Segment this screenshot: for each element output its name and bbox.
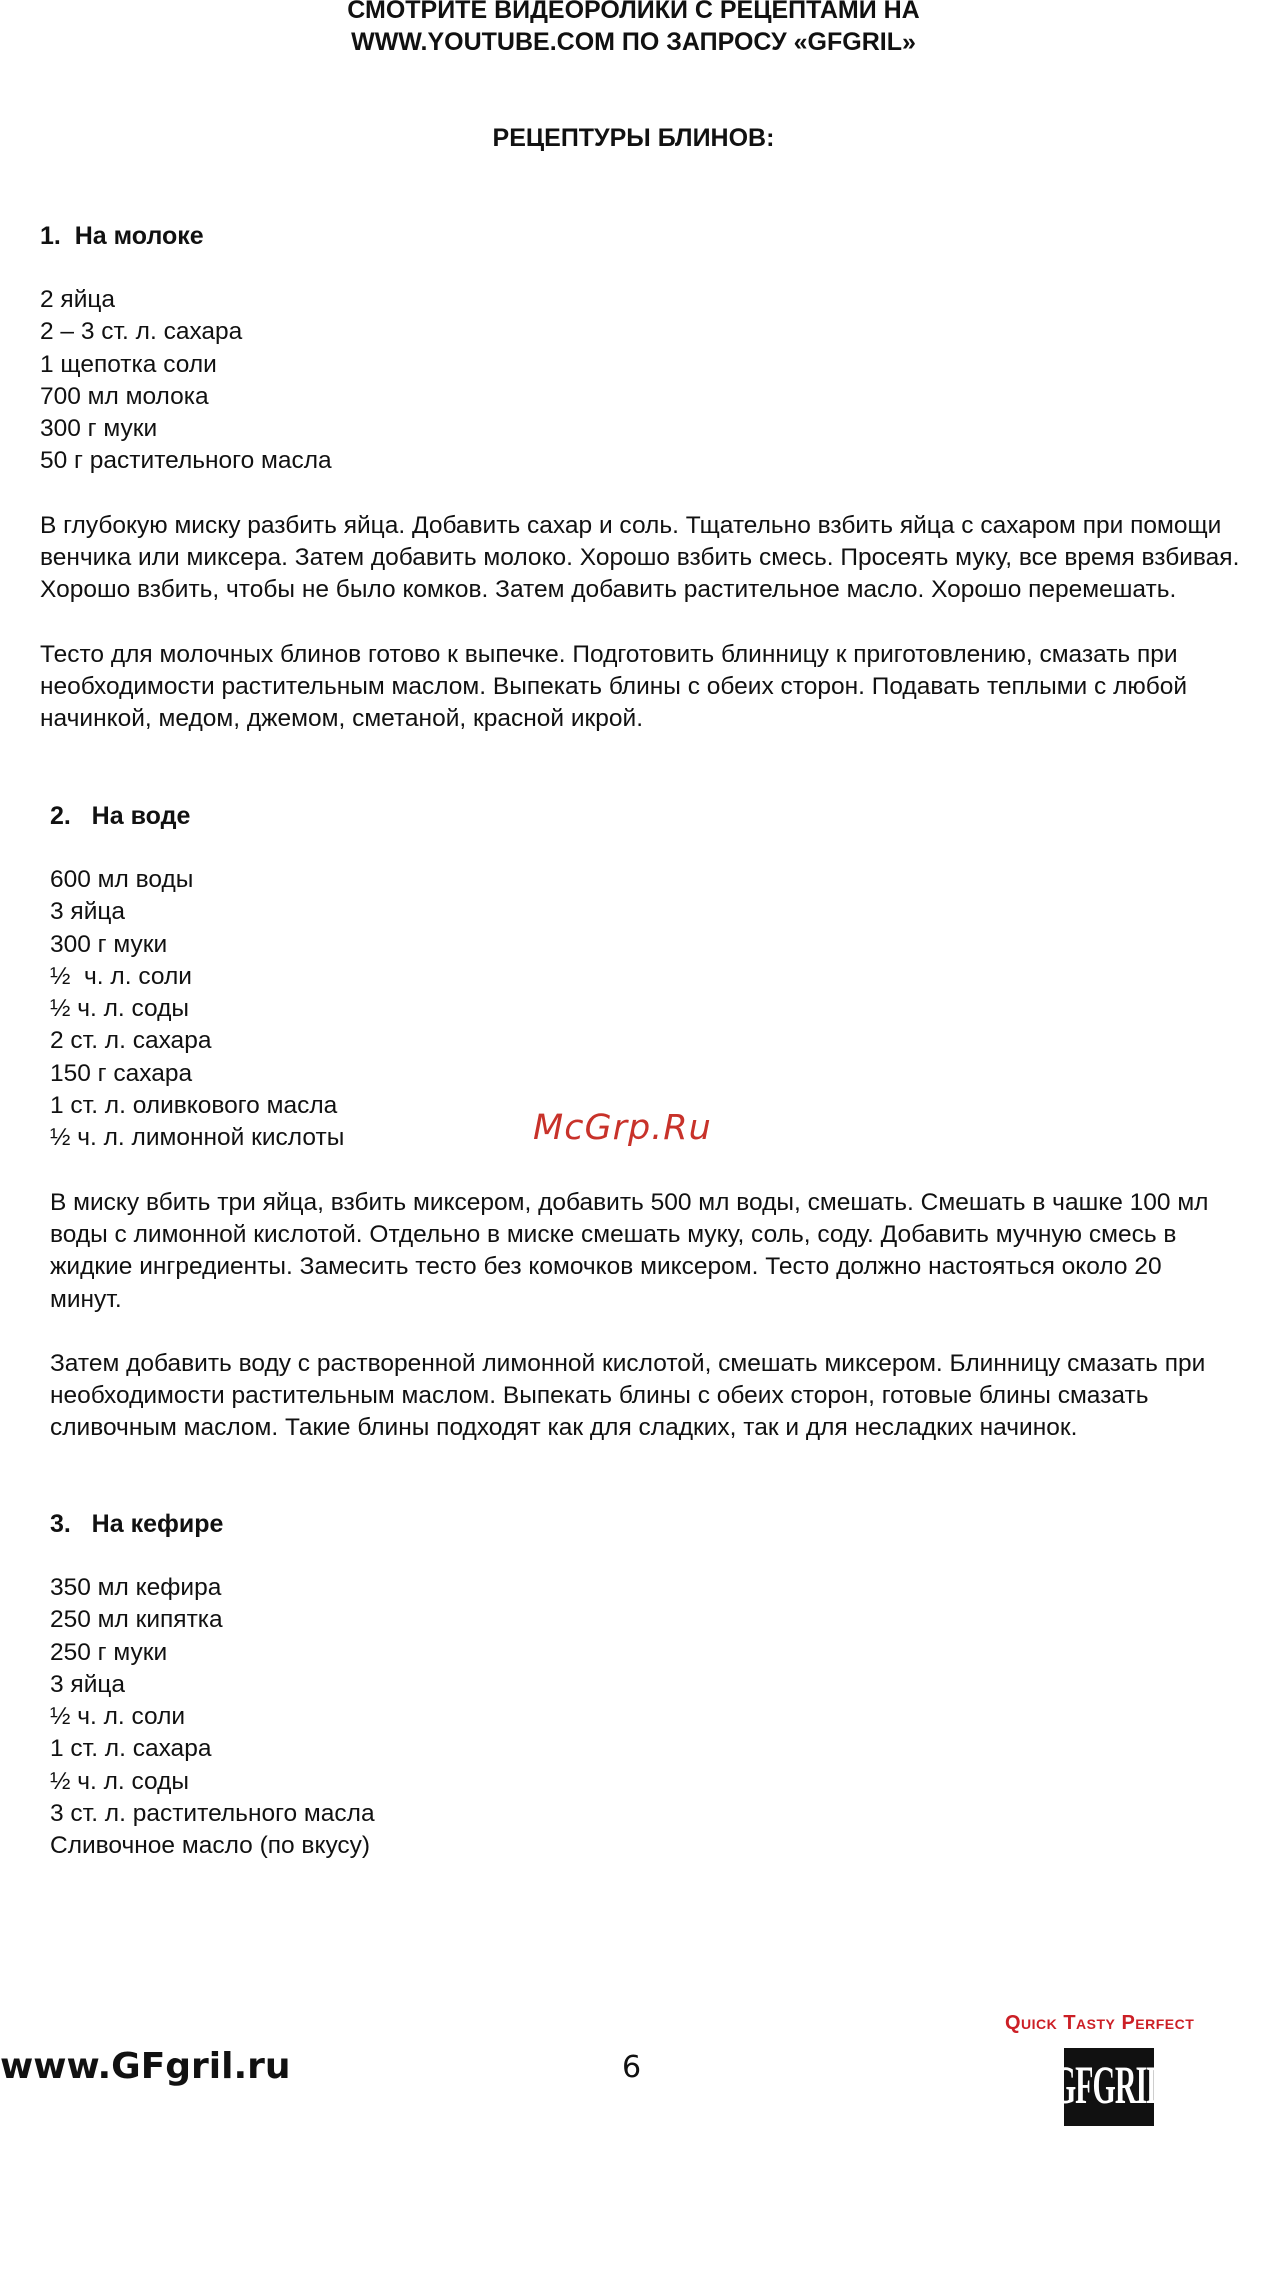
- ingredient-item: 700 мл молока: [40, 382, 209, 410]
- header-line-2: WWW.YOUTUBE.COM ПО ЗАПРОСУ «GFGRIL»: [351, 28, 916, 56]
- ingredient-item: 2 – 3 ст. л. сахара: [40, 318, 243, 346]
- ingredient-item: ½ ч. л. соли: [50, 1703, 186, 1731]
- recipe-milk: [40, 220, 1267, 768]
- ingredient-item: 150 г сахара: [50, 1059, 193, 1087]
- ingredient-item: ½ ч. л. соли: [50, 962, 192, 990]
- logo-text: GFGRIL: [1052, 2056, 1166, 2116]
- page-number: 6: [622, 2050, 642, 2085]
- ingredient-item: 300 г муки: [50, 930, 168, 958]
- watermark: McGrp.Ru: [533, 1108, 712, 1148]
- recipe-kefir: [50, 1508, 1267, 1895]
- ingredient-item: 50 г растительного масла: [40, 447, 332, 475]
- ingredient-item: ½ ч. л. соды: [50, 1767, 190, 1795]
- instruction-paragraph: Затем добавить воду с растворенной лимонной кислотой, смешать миксером. Блинницу смазать при необходимости растительным маслом. Выпекать блины с обеих сторон, готовые блины смазать сливочным маслом. Такие блины подходят как для сладких, так и для несладких начинок.: [50, 1349, 1206, 1442]
- ingredient-item: 2 ст. л. сахара: [50, 1027, 212, 1055]
- ingredient-item: 3 яйца: [50, 1670, 126, 1698]
- recipe-heading: 1. На молоке: [40, 222, 204, 250]
- recipe-heading: 3. На кефире: [50, 1510, 224, 1538]
- ingredient-list: [40, 284, 1267, 478]
- brand-slogan: Quick Tasty Perfect: [1005, 2012, 1195, 2034]
- website-link[interactable]: www.GFgril.ru: [0, 2046, 291, 2087]
- instruction-paragraph: В глубокую миску разбить яйца. Добавить сахар и соль. Тщательно взбить яйца с сахаром при помощи венчика или миксера. Затем добавить молоко. Хорошо взбить смесь. Просеять муку, все время взбивая. Хорошо взбить, чтобы не было комков. Затем добавить растительное масло. Хорошо перемешать.: [40, 511, 1240, 604]
- instruction-paragraph: Тесто для молочных блинов готово к выпечке. Подготовить блинницу к приготовлению, смазать при необходимости растительным маслом. Выпекать блины с обеих сторон. Подавать теплыми с любой начинкой, медом, джемом, сметаной, красной икрой.: [40, 640, 1188, 733]
- ingredient-item: 250 мл кипятка: [50, 1606, 223, 1634]
- ingredient-item: 1 ст. л. сахара: [50, 1735, 212, 1763]
- ingredient-item: 600 мл воды: [50, 866, 194, 893]
- ingredient-item: Сливочное масло (по вкусу): [50, 1832, 371, 1860]
- ingredient-item: 2 яйца: [40, 286, 116, 313]
- ingredient-item: 1 ст. л. оливкового масла: [50, 1092, 338, 1120]
- gfgril-logo: [1052, 2048, 1166, 2126]
- ingredient-item: 1 щепотка соли: [40, 350, 217, 378]
- ingredient-list: [50, 1572, 1267, 1863]
- ingredient-item: 350 мл кефира: [50, 1574, 222, 1601]
- instruction-paragraph: В миску вбить три яйца, взбить миксером, добавить 500 мл воды, смешать. Смешать в чашке 100 мл воды с лимонной кислотой. Отдельно в миске смешать муку, соль, соду. Добавить мучную смесь в жидкие ингредиенты. Замесить тесто без комочков миксером. Тесто должно настояться около 20 минут.: [50, 1188, 1209, 1313]
- ingredient-item: 250 г муки: [50, 1638, 168, 1666]
- header-line-1: СМОТРИТЕ ВИДЕОРОЛИКИ С РЕЦЕПТАМИ НА: [347, 0, 920, 24]
- ingredient-item: 3 ст. л. растительного масла: [50, 1800, 375, 1828]
- recipe-heading: 2. На воде: [50, 802, 191, 830]
- ingredient-item: ½ ч. л. соды: [50, 995, 190, 1023]
- page-title: РЕЦЕПТУРЫ БЛИНОВ:: [492, 124, 775, 152]
- ingredient-item: 300 г муки: [40, 415, 158, 443]
- ingredient-item: 3 яйца: [50, 898, 126, 926]
- ingredient-item: ½ ч. л. лимонной кислоты: [50, 1124, 345, 1152]
